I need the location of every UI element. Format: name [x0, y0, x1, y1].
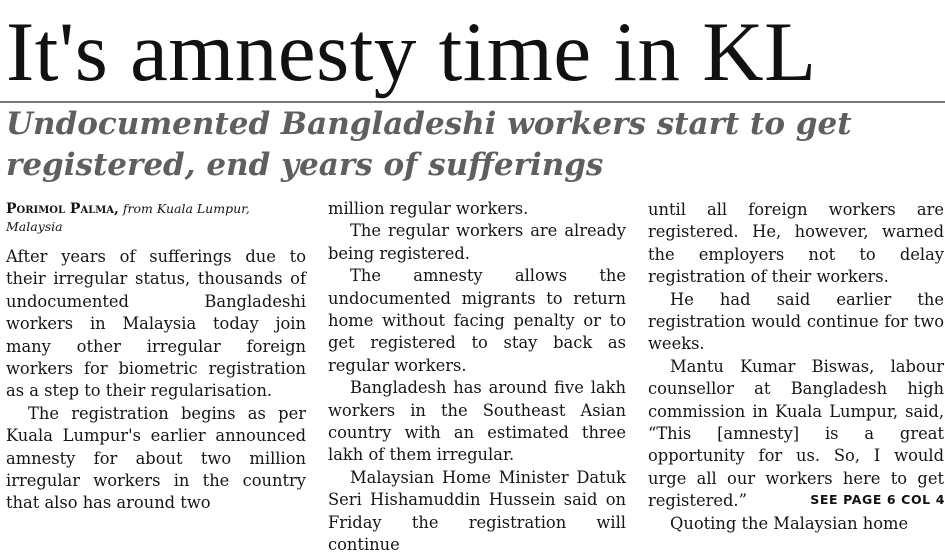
byline-location: from Kuala Lumpur, Malaysia [6, 201, 250, 234]
jump-line: SEE PAGE 6 COL 4 [810, 492, 945, 507]
paragraph: The registration begins as per Kuala Lumpur's earlier announced amnesty for about two million irregular workers in the country that also has around two [6, 403, 306, 513]
article-column-3 [648, 199, 944, 535]
paragraph: until all foreign workers are registered. He, however, warned the employers not to delay registration of their workers. [648, 200, 944, 287]
paragraph: Quoting the Malaysian home [670, 513, 909, 533]
paragraph: After years of sufferings due to their irregular status, thousands of undocumented Bangladeshi workers in Malaysia today join many other irregular foreign workers for biometric registration as a step to their regularisation. [6, 247, 306, 401]
headline-divider [0, 101, 945, 103]
byline-author: Porimol Palma, [6, 201, 119, 217]
paragraph: million regular workers. [328, 199, 529, 218]
paragraph: Mantu Kumar Biswas, labour counsellor at Bangladesh high commission in Kuala Lumpur, said, “This [amnesty] is a great opportunity for us. So, I would urge all our workers here to get registered.” [648, 356, 944, 511]
byline [6, 200, 306, 235]
paragraph: The amnesty allows the undocumented migrants to return home without facing penalty or to get registered to stay back as regular workers. [328, 266, 626, 375]
paragraph: He had said earlier the registration would continue for two weeks. [648, 289, 944, 354]
headline: It's amnesty time in KL [6, 5, 817, 99]
paragraph: Bangladesh has around five lakh workers in the Southeast Asian country with an estimated three lakh of them irregular. [328, 378, 626, 465]
article-column-1 [6, 200, 306, 515]
paragraph: Malaysian Home Minister Datuk Seri Hishamuddin Hussein said on Friday the registration will continue [328, 467, 626, 555]
subheadline: Undocumented Bangladeshi workers start to get registered, end years of sufferings [6, 106, 852, 183]
article-column-2 [328, 198, 626, 557]
paragraph: The regular workers are already being registered. [328, 221, 626, 263]
